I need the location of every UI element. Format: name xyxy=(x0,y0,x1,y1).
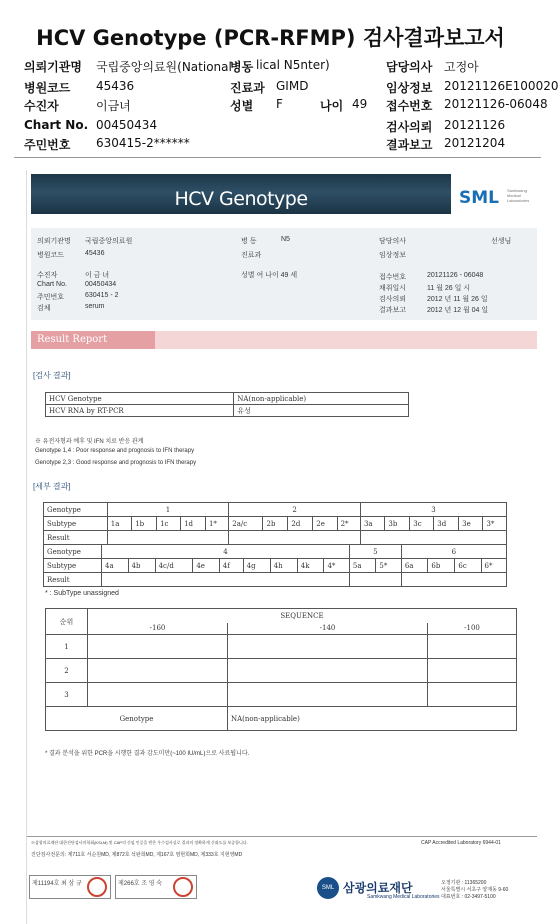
patient-info-box xyxy=(31,228,537,320)
field-value: 2012 년 11 월 26 일 xyxy=(427,296,488,303)
subtype: 6b xyxy=(428,559,455,573)
table-row xyxy=(44,531,507,545)
table-row xyxy=(46,405,409,417)
result-cell xyxy=(360,531,506,545)
report-value: 20121204 xyxy=(444,136,506,150)
subtype: 5* xyxy=(376,559,401,573)
row-label: Subtype xyxy=(44,559,102,573)
detail-table xyxy=(43,502,507,545)
doctor-label: 담당의사 xyxy=(386,60,433,74)
section-detail-title: [세부 결과] xyxy=(33,482,71,491)
field-label: 수진자 xyxy=(37,272,58,279)
result-cell xyxy=(229,531,361,545)
hospital-code-value: 45436 xyxy=(96,79,135,93)
row-label: Genotype xyxy=(44,503,108,517)
genotype-group: 1 xyxy=(107,503,229,517)
subtype: 2* xyxy=(337,517,360,531)
field-label: 병 동 xyxy=(241,238,257,245)
subtype: 4k xyxy=(297,559,324,573)
field-label: 병원코드 xyxy=(37,252,65,259)
genotype-value: NA(non-applicable) xyxy=(228,707,517,731)
field-value: 성별 여 나이 49 세 xyxy=(241,272,298,279)
subtype: 1a xyxy=(107,517,131,531)
detail-table-2 xyxy=(43,544,507,587)
field-label: 검사의뢰 xyxy=(379,296,407,303)
result-cell xyxy=(107,531,229,545)
subtype: 1d xyxy=(181,517,206,531)
result-name: HCV RNA by RT-PCR xyxy=(46,405,234,417)
note-line: ※ 유전자형과 예후 및 IFN 치료 반응 관계 xyxy=(35,439,144,445)
result-value: 유성 xyxy=(234,405,409,417)
field-label: 검체 xyxy=(37,305,51,312)
subtype: 4b xyxy=(128,559,155,573)
result-value: NA(non-applicable) xyxy=(234,393,409,405)
seq-cell xyxy=(428,683,517,707)
field-value: serum xyxy=(85,303,105,310)
seq-cell xyxy=(428,659,517,683)
org-address xyxy=(441,880,508,901)
ward-label: 병동 xyxy=(230,60,254,74)
sequence-header: SEQUENCE xyxy=(88,609,517,623)
field-value: 00450434 xyxy=(85,281,117,288)
subtype: 3c xyxy=(410,517,434,531)
rank-header: 순위 xyxy=(46,609,88,635)
address-line: 서울특별시 서초구 양재동 9-60 xyxy=(441,887,509,893)
report-title: HCV Genotype (PCR-RFMP) 검사결과보고서 xyxy=(36,26,505,50)
divider xyxy=(14,157,541,158)
table-row xyxy=(46,623,517,635)
rank: 3 xyxy=(46,683,88,707)
field-label: 접수번호 xyxy=(379,274,407,281)
footer-divider xyxy=(27,836,537,837)
genotype-group: 3 xyxy=(360,503,506,517)
field-label: 의뢰기관명 xyxy=(37,238,71,245)
table-row xyxy=(44,517,507,531)
rank: 2 xyxy=(46,659,88,683)
field-label: 채취일시 xyxy=(379,285,407,292)
field-label: 담당의사 xyxy=(379,238,407,245)
pcr-note: * 결과 분석을 위한 PCR을 시행한 결과 감도미만(~100 IU/mL)으로 사료됩니다. xyxy=(45,751,250,757)
subtype: 4f xyxy=(219,559,243,573)
result-cell xyxy=(401,573,506,587)
table-row xyxy=(46,683,517,707)
table-row xyxy=(46,707,517,731)
dept-value: GIMD xyxy=(276,79,309,93)
subtype: 4h xyxy=(270,559,297,573)
subtype: 4e xyxy=(193,559,219,573)
subtype: 3a xyxy=(360,517,384,531)
table-row xyxy=(44,559,507,573)
request-value: 20121126 xyxy=(444,118,506,132)
note-line: Genotype 2,3 : Good response and prognosis to IFN therapy xyxy=(35,460,197,466)
position: -160 xyxy=(88,623,228,635)
institution-label: 의뢰기관명 xyxy=(24,60,82,74)
subtype: 1* xyxy=(205,517,228,531)
field-label: 진료과 xyxy=(241,252,262,259)
seq-cell xyxy=(228,683,428,707)
subtype: 2a/c xyxy=(229,517,263,531)
footer-accreditation: ※삼광의료재단 대한진단검사의학회(KSLM) 및 CAP의 신임 인증을 받은 우수검사실로 결과의 정확하게 신뢰도를 보증합니다. xyxy=(31,840,248,845)
genotype-label: Genotype xyxy=(46,707,228,731)
position: -100 xyxy=(428,623,517,635)
result-name: HCV Genotype xyxy=(46,393,234,405)
footer-physicians: 진단검사전문의: 제711호 서순원MD, 제872호 석완희MD, 제167호 염현희MD, 제333호 지현영MD xyxy=(31,852,243,858)
result-report-strip xyxy=(155,331,537,349)
patient-label: 수진자 xyxy=(24,99,59,113)
subtype: 2d xyxy=(288,517,313,531)
ward-value: lical N5nter) xyxy=(256,58,330,72)
genotype-group: 6 xyxy=(401,545,506,559)
field-value: 국립중앙의료원 xyxy=(85,238,133,245)
seq-cell xyxy=(428,635,517,659)
doctor-value: 고정아 xyxy=(444,60,479,74)
subtype: 6* xyxy=(481,559,507,573)
scanned-report xyxy=(26,170,541,924)
patient-value: 이금녀 xyxy=(96,99,131,113)
subtype: 3* xyxy=(483,517,507,531)
sex-label: 성별 xyxy=(230,99,254,113)
sml-logo-subtitle: Samkwang Medical Laboratories xyxy=(507,188,530,203)
seal-icon xyxy=(87,877,107,897)
subtype: 1b xyxy=(132,517,157,531)
field-label: Chart No. xyxy=(37,281,67,288)
field-value: 630415 - 2 xyxy=(85,292,119,299)
seq-cell xyxy=(88,683,228,707)
table-row xyxy=(44,503,507,517)
table-row xyxy=(46,659,517,683)
seq-cell xyxy=(88,659,228,683)
address-line: 오정기관 : 11365200 xyxy=(441,880,487,886)
receipt-value: 20121126-06048 xyxy=(444,97,548,111)
age-label: 나이 xyxy=(320,99,344,113)
position: -140 xyxy=(228,623,428,635)
org-subtitle: Samkwang Medical Laboratories xyxy=(367,894,440,900)
table-row xyxy=(46,609,517,623)
subtype: 4a xyxy=(102,559,129,573)
result-cell xyxy=(102,573,350,587)
institution-value: 국립중앙의료원(National xyxy=(96,60,232,74)
subtype: 4g xyxy=(243,559,270,573)
subtype: 2e xyxy=(313,517,337,531)
title-band xyxy=(31,174,451,214)
subtype: 3b xyxy=(385,517,410,531)
age-value: 49 xyxy=(352,97,368,111)
field-value: N5 xyxy=(281,236,290,243)
result-report-banner: Result Report xyxy=(31,331,155,349)
field-label: 임상정보 xyxy=(379,252,407,259)
seq-cell xyxy=(228,635,428,659)
note-line: Genotype 1,4 : Poor response and prognosis to IFN therapy xyxy=(35,448,195,454)
receipt-label: 접수번호 xyxy=(386,99,433,113)
chart-value: 00450434 xyxy=(96,118,158,132)
footer-cap: CAP Accredited Laboratory 6944-01 xyxy=(421,840,501,846)
license-stamp-1: 제11194호 최 삼 규 xyxy=(29,875,111,899)
clinical-value: 20121126E100020 xyxy=(444,79,558,93)
field-value: 11 월 26 일 시 xyxy=(427,285,471,292)
row-label: Result xyxy=(44,531,108,545)
subtype: 6c xyxy=(455,559,481,573)
genotype-group: 2 xyxy=(229,503,361,517)
field-value: 20121126 - 06048 xyxy=(427,272,484,279)
seq-cell xyxy=(88,635,228,659)
table-row xyxy=(44,573,507,587)
org-name: 삼광의료재단 xyxy=(343,881,413,895)
field-value: 45436 xyxy=(85,250,105,257)
field-label: 주민번호 xyxy=(37,294,65,301)
seal-icon xyxy=(173,877,193,897)
license-stamp-2: 제266호 조 영 숙 xyxy=(115,875,197,899)
sequence-table xyxy=(45,608,517,731)
subtype: 1c xyxy=(157,517,181,531)
row-label: Genotype xyxy=(44,545,102,559)
table-row xyxy=(46,393,409,405)
hospital-code-label: 병원코드 xyxy=(24,81,71,95)
sml-logo: SML xyxy=(459,188,499,208)
genotype-group: 4 xyxy=(102,545,350,559)
genotype-group: 5 xyxy=(349,545,401,559)
table-row xyxy=(46,635,517,659)
field-label: 결과보고 xyxy=(379,307,407,314)
seq-cell xyxy=(228,659,428,683)
section-results-title: [검사 결과] xyxy=(33,371,71,380)
band-title: HCV Genotype xyxy=(174,188,308,210)
subtype: 4c/d xyxy=(155,559,193,573)
field-value: 2012 년 12 월 04 일 xyxy=(427,307,489,314)
sml-emblem-icon: SML xyxy=(317,877,339,899)
subtype: 4* xyxy=(324,559,349,573)
address-line: 대표번호 : 02-3497-5100 xyxy=(441,894,496,900)
rrn-value: 630415-2****** xyxy=(96,136,190,150)
row-label: Subtype xyxy=(44,517,108,531)
report-label: 결과보고 xyxy=(386,138,433,152)
clinical-label: 임상정보 xyxy=(386,81,433,95)
rrn-label: 주민번호 xyxy=(24,138,71,152)
subtype: 3e xyxy=(459,517,483,531)
table-row xyxy=(44,545,507,559)
subtype: 2b xyxy=(263,517,288,531)
chart-label: Chart No. xyxy=(24,118,89,132)
field-value: 선생님 xyxy=(491,238,512,245)
subtype: 5a xyxy=(349,559,376,573)
request-label: 검사의뢰 xyxy=(386,120,433,134)
subtype: 3d xyxy=(434,517,459,531)
rank: 1 xyxy=(46,635,88,659)
dept-label: 진료과 xyxy=(230,81,265,95)
sex-value: F xyxy=(276,97,283,111)
subtype: 6a xyxy=(401,559,428,573)
subtype-note: * : SubType unassigned xyxy=(45,590,119,597)
results-table xyxy=(45,392,409,417)
result-cell xyxy=(349,573,401,587)
row-label: Result xyxy=(44,573,102,587)
field-value: 이 금 녀 xyxy=(85,272,110,279)
